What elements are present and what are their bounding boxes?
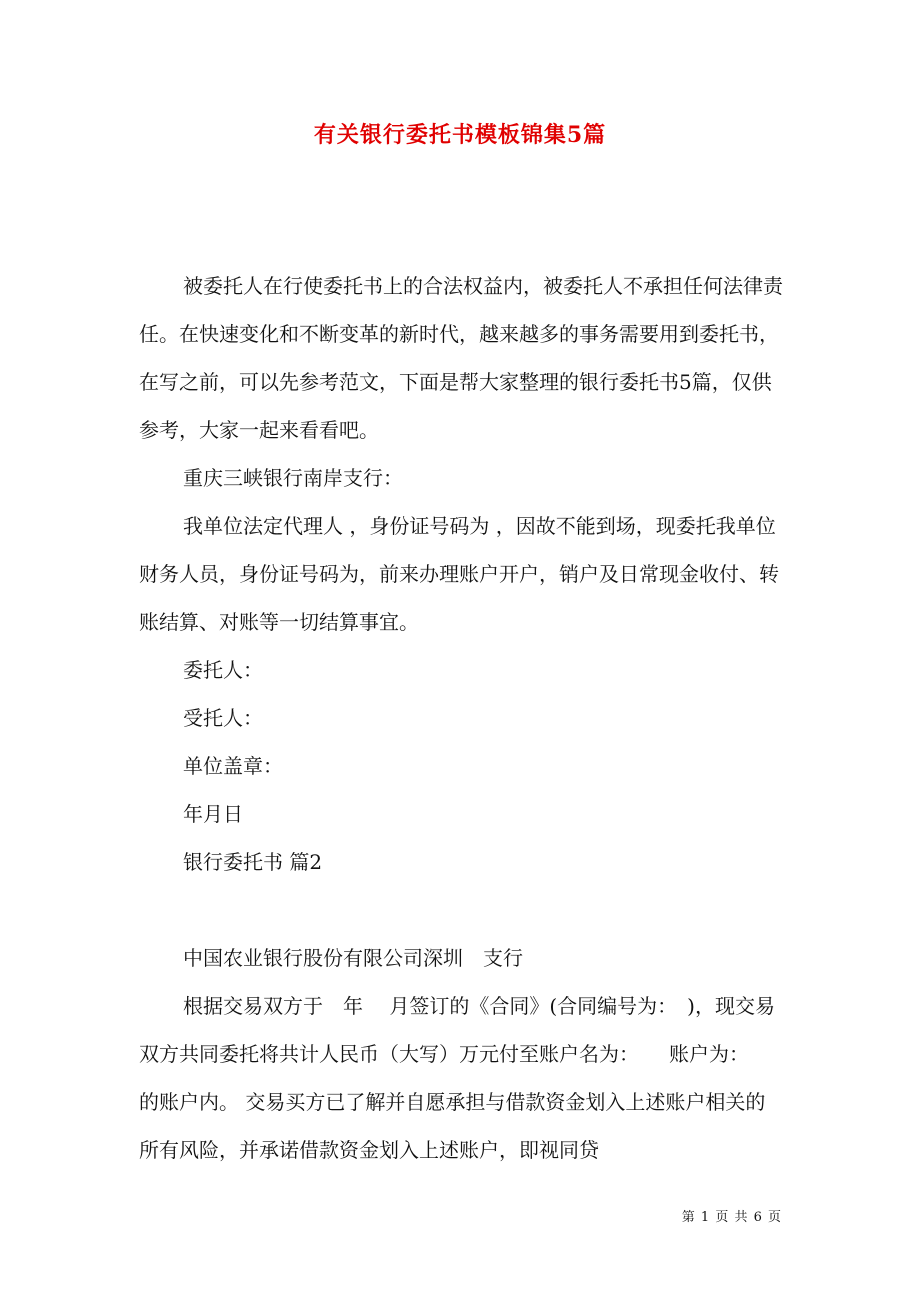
- paragraph-seal: 单位盖章：: [183, 754, 283, 778]
- page-number: 第 1 页 共 6 页: [681, 1210, 782, 1225]
- document-title: 有关银行委托书模板锦集5篇: [313, 122, 607, 148]
- paragraph-date: 年月日: [183, 802, 243, 826]
- paragraph-intro: 被委托人在行使委托书上的合法权益内，被委托人不承担任何法律责任。在快速变化和不断变革的新时代，越来越多的事务需要用到委托书，在写之前，可以先参考范文，下面是帮大家整理的银行委托书5篇，仅供参考，大家一起来看看吧。: [139, 274, 783, 442]
- paragraph-agent: 受托人：: [183, 706, 263, 730]
- paragraph-bank-name: 中国农业银行股份有限公司深圳 支行: [183, 946, 523, 970]
- section-spacer: [139, 886, 785, 934]
- section-heading-2: 银行委托书 篇2: [183, 850, 323, 874]
- document-body: [139, 262, 785, 1174]
- paragraph-principal: 委托人：: [183, 658, 263, 682]
- paragraph-addressee: 重庆三峡银行南岸支行：: [183, 466, 403, 490]
- paragraph-contract: 根据交易双方于 年 月签订的《合同》(合同编号为： )，现交易双方共同委托将共计人民币（大写）万元付至账户名为： 账户为： 的账户内。 交易买方已了解并自愿承担与借款资金划入上述账户相关的所有风险，并承诺借款资金划入上述账户，即视同贷: [139, 994, 775, 1162]
- paragraph-delegation: 我单位法定代理人 ，身份证号码为 ，因故不能到场，现委托我单位财务人员，身份证号码为，前来办理账户开户，销户及日常现金收付、转账结算、对账等一切结算事宜。: [139, 514, 779, 634]
